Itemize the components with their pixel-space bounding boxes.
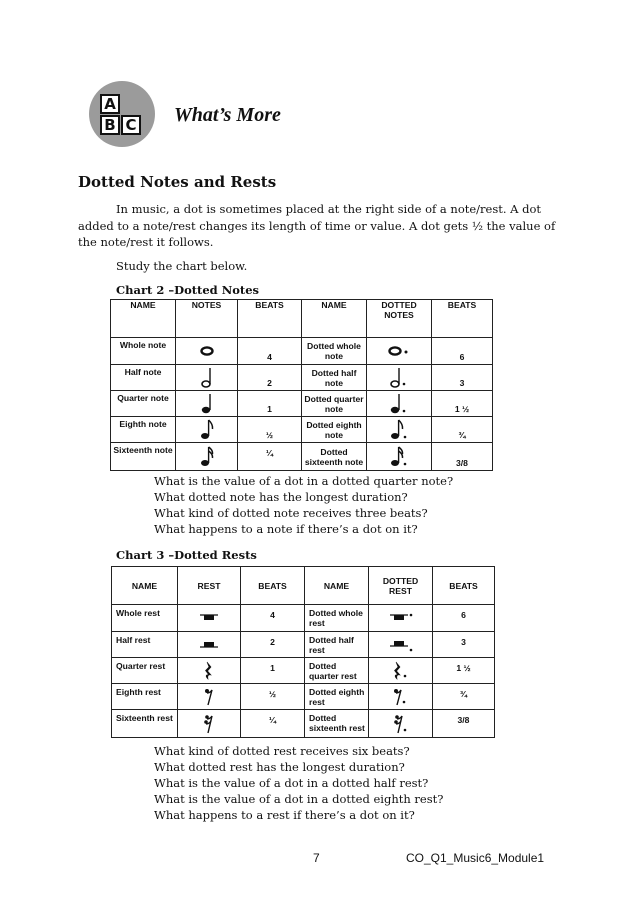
dotted-notes-table [110,299,493,471]
note-beats: ½ [238,417,302,443]
rest-name: Eighth rest [112,684,178,710]
header-dotted-beats: BEATS [433,567,495,605]
table-row [111,391,493,417]
quarter-rest-icon [178,658,241,684]
dotted-note-name: Dotted sixteenth note [302,443,367,471]
dotted-rest-beats: 1 ½ [433,658,495,684]
question: What happens to a note if there’s a dot on it? [154,522,418,536]
dotted-rest-name: Dotted eighth rest [305,684,369,710]
question: What kind of dotted rest receives six beats? [154,744,410,758]
note-beats: 4 [238,338,302,365]
header-dotted-beats: BEATS [432,300,493,338]
table-row [112,684,495,710]
module-code: CO_Q1_Music6_Module1 [406,851,545,865]
question: What dotted rest has the longest duration? [154,760,405,774]
header-rest: REST [178,567,241,605]
dotted-quarter-note-icon [367,391,432,417]
intro-paragraph: In music, a dot is sometimes placed at the right side of a note/rest. A dot added to a note/rest changes its length of time or value. A dot gets ½ the value of the note/rest it follows. [78,202,556,249]
dotted-half-rest-icon [369,632,433,658]
dotted-note-beats: 6 [432,338,493,365]
header-beats: BEATS [241,567,305,605]
dotted-note-beats: 3/8 [432,443,493,471]
chart3-title: Chart 3 –Dotted Rests [116,548,257,562]
table-row [112,710,495,738]
table-row [111,417,493,443]
header-name: NAME [111,300,176,338]
note-name: Whole note [111,338,176,365]
dotted-rest-beats: 6 [433,605,495,632]
table-row [112,605,495,632]
dotted-rest-beats: ¾ [433,684,495,710]
dotted-eighth-rest-icon [369,684,433,710]
note-beats: 1 [238,391,302,417]
dotted-half-note-icon [367,365,432,391]
question: What is the value of a dot in a dotted half rest? [154,776,429,790]
header-dotted-notes: DOTTED NOTES [367,300,432,338]
half-note-icon [176,365,238,391]
dotted-rest-name: Dotted whole rest [305,605,369,632]
header-dotted-name: NAME [305,567,369,605]
note-name: Eighth note [111,417,176,443]
dotted-whole-note-icon [367,338,432,365]
rest-beats: 2 [241,632,305,658]
dotted-rest-name: Dotted half rest [305,632,369,658]
dotted-rests-table [111,566,495,738]
rest-name: Half rest [112,632,178,658]
dotted-note-name: Dotted half note [302,365,367,391]
eighth-rest-icon [178,684,241,710]
header-beats: BEATS [238,300,302,338]
sixteenth-note-icon [176,443,238,471]
dotted-rest-name: Dotted sixteenth rest [305,710,369,738]
rest-name: Whole rest [112,605,178,632]
question: What happens to a rest if there’s a dot on it? [154,808,415,822]
sixteenth-rest-icon [178,710,241,738]
whole-note-icon [176,338,238,365]
dotted-rest-beats: 3 [433,632,495,658]
rest-beats: ½ [241,684,305,710]
note-name: Quarter note [111,391,176,417]
quarter-note-icon [176,391,238,417]
note-beats: ¼ [238,443,302,471]
rest-beats: 4 [241,605,305,632]
dotted-eighth-note-icon [367,417,432,443]
header-name: NAME [112,567,178,605]
header-notes: NOTES [176,300,238,338]
table-row [111,338,493,365]
dotted-note-beats: 1 ½ [432,391,493,417]
dotted-note-beats: 3 [432,365,493,391]
header-dotted-name: NAME [302,300,367,338]
eighth-note-icon [176,417,238,443]
block-a: A [100,94,120,114]
question: What is the value of a dot in a dotted quarter note? [154,474,454,488]
section-title: What’s More [174,104,281,126]
study-instruction: Study the chart below. [116,259,248,273]
dotted-sixteenth-rest-icon [369,710,433,738]
dotted-note-name: Dotted whole note [302,338,367,365]
table-row [111,365,493,391]
table-row [112,658,495,684]
rest-name: Quarter rest [112,658,178,684]
question: What dotted note has the longest duration? [154,490,408,504]
lesson-heading: Dotted Notes and Rests [78,173,277,191]
dotted-quarter-rest-icon [369,658,433,684]
half-rest-icon [178,632,241,658]
dotted-note-name: Dotted quarter note [302,391,367,417]
question: What kind of dotted note receives three beats? [154,506,428,520]
table-header-row [112,567,495,605]
rest-beats: ¼ [241,710,305,738]
note-name: Sixteenth note [111,443,176,471]
dotted-note-beats: ¾ [432,417,493,443]
dotted-rest-beats: 3/8 [433,710,495,738]
dotted-whole-rest-icon [369,605,433,632]
chart2-title: Chart 2 –Dotted Notes [116,283,260,297]
table-row [112,632,495,658]
dotted-rest-name: Dotted quarter rest [305,658,369,684]
table-row [111,443,493,471]
page-number: 7 [313,851,320,865]
note-name: Half note [111,365,176,391]
rest-beats: 1 [241,658,305,684]
note-beats: 2 [238,365,302,391]
abc-blocks-logo [89,81,155,147]
header-dotted-rest: DOTTED REST [369,567,433,605]
dotted-note-name: Dotted eighth note [302,417,367,443]
block-b: B [100,115,120,135]
dotted-sixteenth-note-icon [367,443,432,471]
rest-name: Sixteenth rest [112,710,178,738]
whole-rest-icon [178,605,241,632]
block-c: C [121,115,141,135]
question: What is the value of a dot in a dotted eighth rest? [154,792,444,806]
table-header-row [111,300,493,338]
